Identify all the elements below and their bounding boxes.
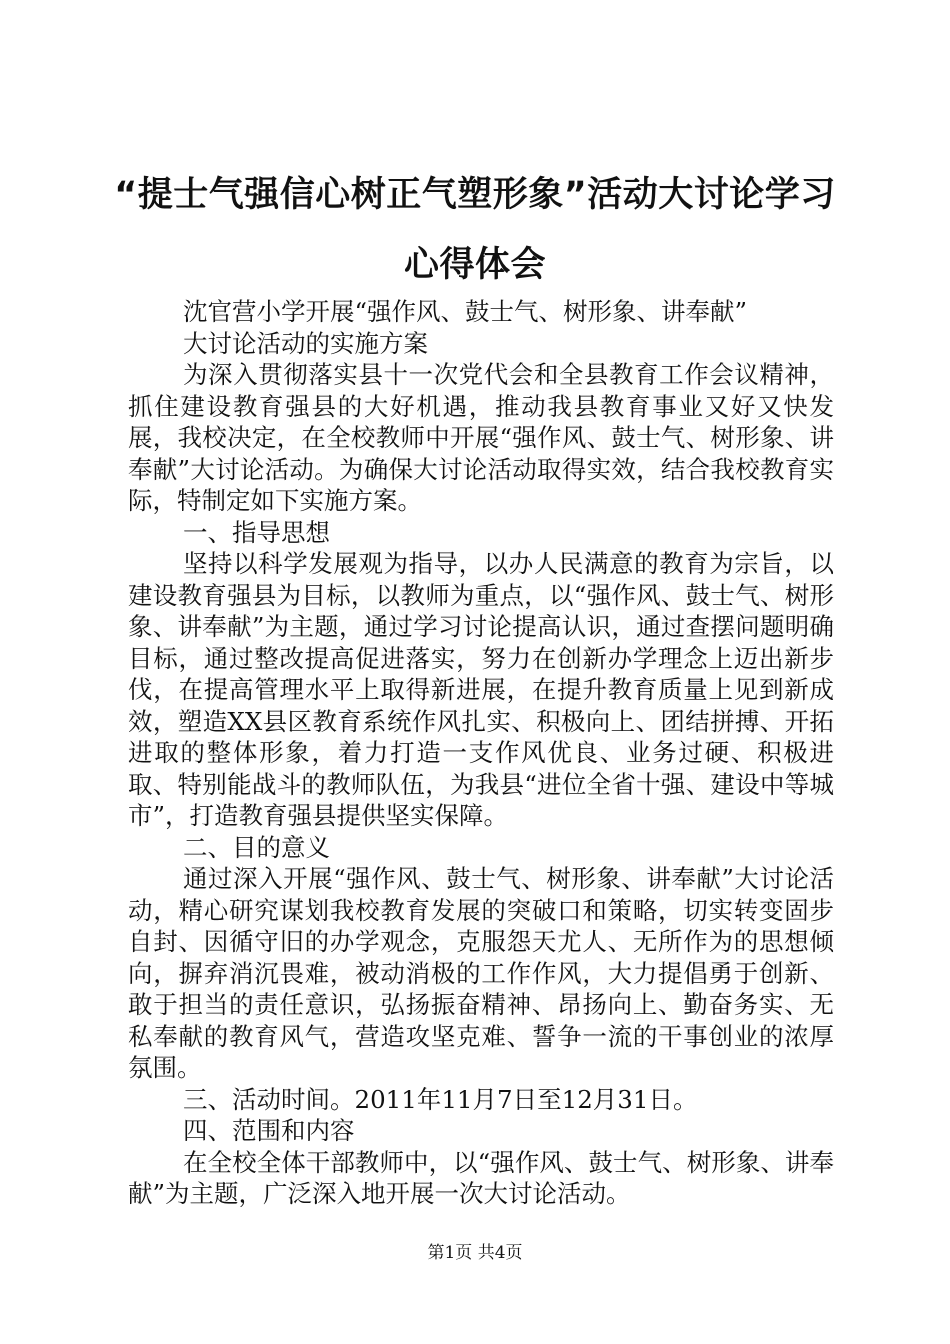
section-heading-guiding-thought: 一、指导思想 (183, 517, 330, 547)
paragraph-introduction: 为深入贯彻落实县十一次党代会和全县教育工作会议精神，抓住建设教育强县的大好机遇，推动我县教育事业又好又快发展，我校决定，在全校教师中开展“强作风、鼓士气、树形象、讲奉献”大讨论活动。为确保大讨论活动取得实效，结合我校教育实际，特制定如下实施方案。 (128, 360, 834, 515)
section-heading-purpose: 二、目的意义 (183, 832, 330, 862)
document-body (128, 296, 834, 1210)
paragraph-guiding-thought: 坚持以科学发展观为指导，以办人民满意的教育为宗旨，以建设教育强县为目标，以教师为重点，以“强作风、鼓士气、树形象、讲奉献”为主题，通过学习讨论提高认识，通过查摆问题明确目标，通过整改提高促进落实，努力在创新办学理念上迈出新步伐，在提高管理水平上取得新进展，在提升教育质量上见到新成效，塑造XX县区教育系统作风扎实、积极向上、团结拼搏、开拓进取的整体形象，着力打造一支作风优良、业务过硬、积极进取、特别能战斗的教师队伍，为我县“进位全省十强、建设中等城市”，打造教育强县提供坚实保障。 (128, 549, 834, 830)
paragraph-scope: 在全校全体干部教师中，以“强作风、鼓士气、树形象、讲奉献”为主题，广泛深入地开展一次大讨论活动。 (128, 1147, 834, 1208)
section-activity-time: 三、活动时间。2011年11月7日至12月31日。 (183, 1084, 698, 1114)
paragraph-purpose: 通过深入开展“强作风、鼓士气、树形象、讲奉献”大讨论活动，精心研究谋划我校教育发展的突破口和策略，切实转变固步自封、因循守旧的办学观念，克服怨天尤人、无所作为的思想倾向，摒弃消沉畏难，被动消极的工作作风，大力提倡勇于创新、敢于担当的责任意识，弘扬振奋精神、昂扬向上、勤奋务实、无私奉献的教育风气，营造攻坚克难、誓争一流的干事创业的浓厚氛围。 (128, 864, 834, 1082)
paragraph-school-plan-line-2: 大讨论活动的实施方案 (183, 328, 428, 358)
paragraph-school-plan-line-1: 沈官营小学开展“强作风、鼓士气、树形象、讲奉献” (183, 297, 748, 326)
section-heading-scope: 四、范围和内容 (183, 1116, 355, 1145)
document-title: “提士气强信心树正气塑形象”活动大讨论学习心得体会 (114, 175, 836, 285)
page-footer: 第1页 共4页 (427, 1243, 523, 1263)
